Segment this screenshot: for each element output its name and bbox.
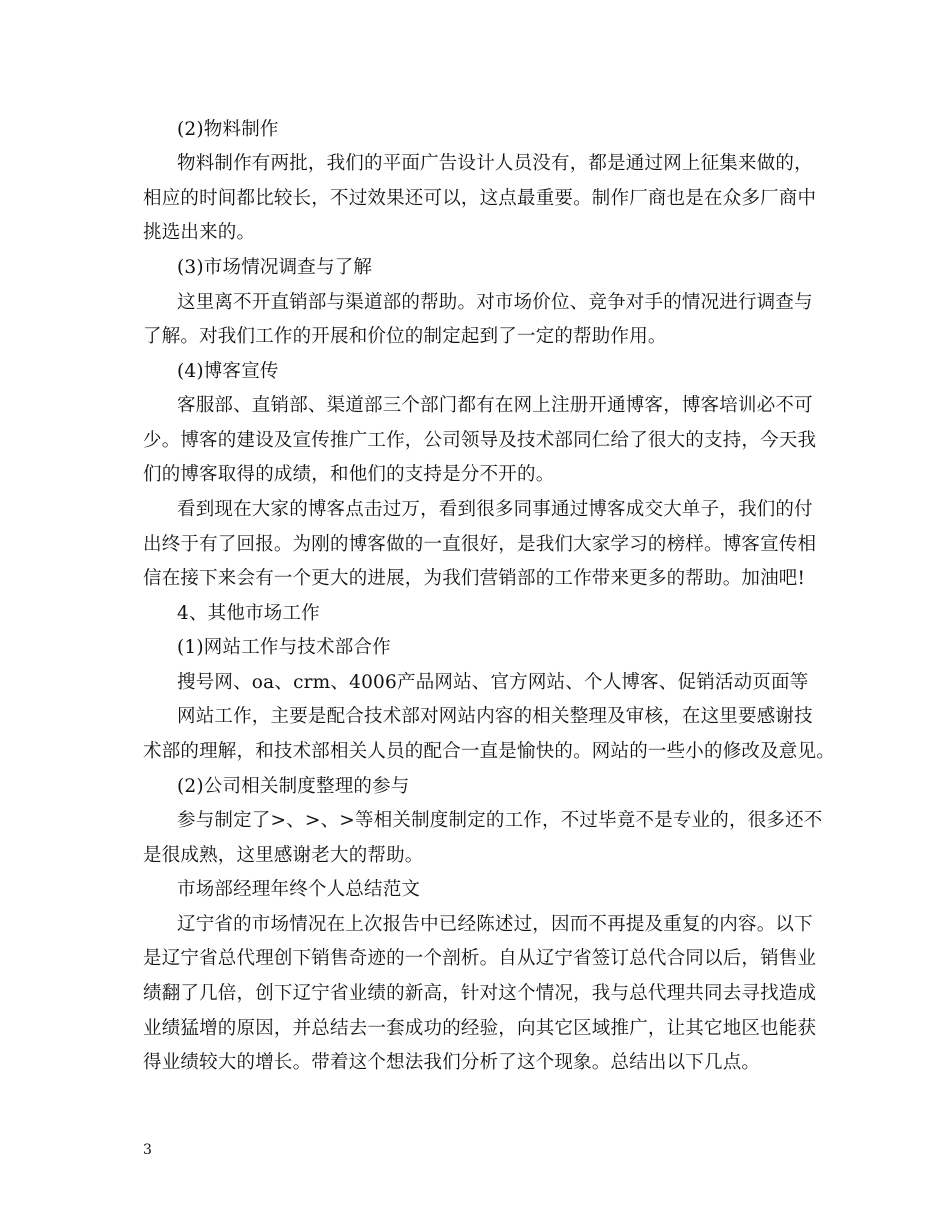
paragraph-line: 了解。对我们工作的开展和价位的制定起到了一定的帮助作用。	[143, 326, 667, 347]
section-title-manager-summary: 市场部经理年终个人总结范文	[177, 879, 421, 900]
paragraph-line: 得业绩较大的增长。带着这个想法我们分析了这个现象。总结出以下几点。	[143, 1052, 761, 1073]
paragraph-line: 参与制定了>、>、>等相关制度制定的工作，不过毕竟不是专业的，很多还不	[177, 810, 823, 831]
paragraph-line: 少。博客的建设及宣传推广工作，公司领导及技术部同仁给了很大的支持，今天我	[143, 430, 817, 451]
paragraph-line: 辽宁省的市场情况在上次报告中已经陈述过，因而不再提及重复的内容。以下	[177, 914, 813, 935]
paragraph-line: 这里离不开直销部与渠道部的帮助。对市场价位、竞争对手的情况进行调查与	[177, 292, 813, 313]
paragraph-line: 相应的时间都比较长，不过效果还可以，这点最重要。制作厂商也是在众多厂商中	[143, 188, 817, 209]
paragraph-line: 出终于有了回报。为刚的博客做的一直很好，是我们大家学习的榜样。博客宣传相	[143, 534, 817, 555]
paragraph-line: 搜号网、oa、crm、4006产品网站、官方网站、个人博客、促销活动页面等	[177, 672, 809, 693]
paragraph-line: 挑选出来的。	[143, 222, 256, 243]
heading-website-cooperation: (1)网站工作与技术部合作	[177, 637, 391, 658]
paragraph-line: 术部的理解，和技术部相关人员的配合一直是愉快的。网站的一些小的修改及意见。	[143, 741, 835, 762]
paragraph-line: 绩翻了几倍，创下辽宁省业绩的新高，针对这个情况，我与总代理共同去寻找造成	[143, 983, 817, 1004]
heading-other-market-work: 4、其他市场工作	[177, 603, 320, 624]
paragraph-line: 客服部、直销部、渠道部三个部门都有在网上注册开通博客，博客培训必不可	[177, 395, 813, 416]
paragraph-line: 看到现在大家的博客点击过万，看到很多同事通过博客成交大单子，我们的付	[177, 499, 813, 520]
heading-blog-promotion: (4)博客宣传	[177, 361, 279, 382]
paragraph-line: 网站工作，主要是配合技术部对网站内容的相关整理及审核，在这里要感谢技	[177, 706, 813, 727]
paragraph-line: 信在接下来会有一个更大的进展，为我们营销部的工作带来更多的帮助。加油吧!	[143, 568, 806, 589]
heading-material-production: (2)物料制作	[177, 119, 279, 140]
paragraph-line: 是辽宁省总代理创下销售奇迹的一个剖析。自从辽宁省签订总代合同以后，销售业	[143, 948, 817, 969]
paragraph-line: 物料制作有两批，我们的平面广告设计人员没有，都是通过网上征集来做的，	[177, 153, 813, 174]
heading-policy-participation: (2)公司相关制度整理的参与	[177, 776, 410, 797]
heading-market-survey: (3)市场情况调查与了解	[177, 257, 373, 278]
paragraph-line: 是很成熟，这里感谢老大的帮助。	[143, 845, 424, 866]
paragraph-line: 们的博客取得的成绩，和他们的支持是分不开的。	[143, 464, 555, 485]
page-number: 3	[143, 1142, 152, 1158]
paragraph-line: 业绩猛增的原因，并总结去一套成功的经验，向其它区域推广，让其它地区也能获	[143, 1018, 817, 1039]
